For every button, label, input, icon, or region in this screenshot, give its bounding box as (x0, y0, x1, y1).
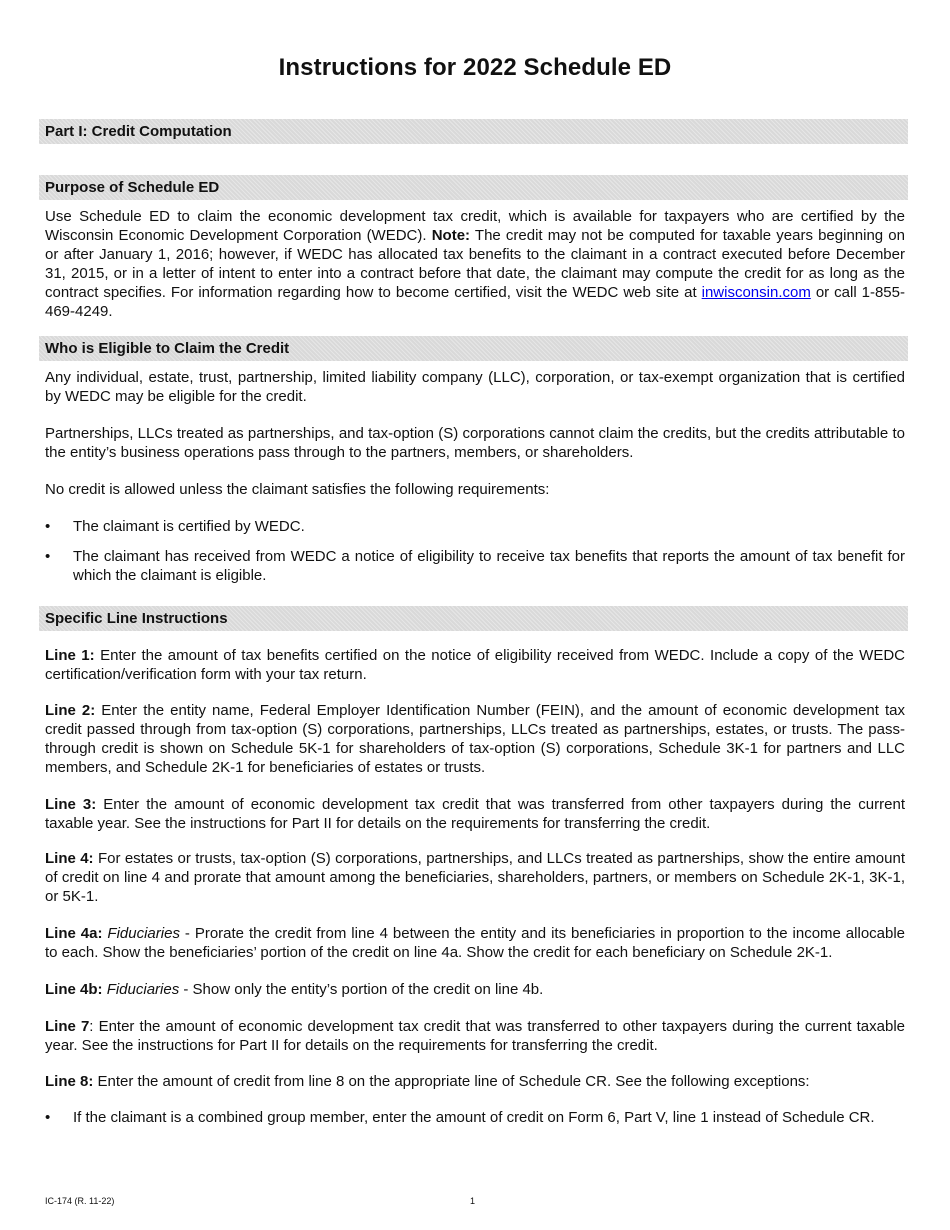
purpose-text-2: The credit may not be computed for taxable years beginning on or after January 1, 2016; however, if WEDC has allocated tax benefits to the claimant in a contract executed before December 31, 2015, or in a letter of intent to enter into a contract before that date, the claimant may compute the credit for as long as the contract specifies. For information regarding how to become certified, visit the WEDC web site at (45, 227, 905, 301)
section-header-purpose: Purpose of Schedule ED (39, 175, 908, 200)
line-label: Line 1: (45, 647, 95, 664)
requirement-text: The claimant has received from WEDC a notice of eligibility to receive tax benefits that reports the amount of tax benefit for which the claimant is eligible. (73, 548, 905, 584)
note-label: Note: (431, 227, 471, 244)
purpose-text-1: Use Schedule ED to claim the economic development tax credit, which is available for taxpayers who are certified by the Wisconsin Economic Development Corporation (WEDC). (45, 208, 905, 244)
requirement-list-item (45, 547, 905, 585)
page-number: 1 (470, 1196, 476, 1206)
fiduciaries-term: Fiduciaries (107, 925, 180, 942)
line-label: Line 4a: (45, 925, 103, 942)
line-2-instruction (45, 701, 905, 777)
section-header-eligible: Who is Eligible to Claim the Credit (39, 336, 908, 361)
line-text: : Enter the amount of economic development tax credit that was transferred to other taxpayers during the current taxable year. See the instructions for Part II for details on the requirements for transferring the credit. (45, 1018, 905, 1054)
line-7-instruction (45, 1017, 905, 1055)
line-label: Line 4b: (45, 981, 103, 998)
line-text: - Show only the entity’s portion of the credit on line 4b. (179, 981, 544, 998)
purpose-paragraph (45, 207, 905, 321)
line-label: Line 8: (45, 1073, 94, 1090)
section-header-specific: Specific Line Instructions (39, 606, 908, 631)
line-label: Line 3: (45, 796, 97, 813)
eligible-paragraph-2: Partnerships, LLCs treated as partnerships, and tax-option (S) corporations cannot claim the credits, but the credits attributable to the entity’s business operations pass through to the partners, members, or shareholders. (45, 425, 905, 461)
requirement-list-item (45, 517, 905, 536)
exception-text: If the claimant is a combined group member, enter the amount of credit on Form 6, Part V, line 1 instead of Schedule CR. (73, 1109, 875, 1126)
exception-list-item (45, 1108, 905, 1127)
line-8-instruction (45, 1072, 905, 1091)
line-3-instruction (45, 795, 905, 833)
line-label: Line 4: (45, 850, 94, 867)
line-1-instruction (45, 646, 905, 684)
eligible-paragraph-3: No credit is allowed unless the claimant satisfies the following requirements: (45, 481, 550, 498)
line-4a-instruction (45, 924, 905, 962)
fiduciaries-term: Fiduciaries (106, 981, 180, 998)
line-label: Line 7 (45, 1018, 90, 1035)
line-text: Enter the amount of economic development tax credit that was transferred from other taxpayers during the current taxable year. See the instructions for Part II for details on the requirements for transferring the credit. (45, 796, 905, 832)
bullet-marker: • (45, 518, 51, 535)
line-label: Line 2: (45, 702, 96, 719)
line-text: Enter the amount of tax benefits certified on the notice of eligibility received from WEDC. Include a copy of the WEDC certification/verification form with your tax return. (45, 647, 906, 683)
line-text: Enter the amount of credit from line 8 on the appropriate line of Schedule CR. See the following exceptions: (93, 1073, 810, 1090)
bullet-marker: • (45, 548, 51, 565)
wedc-website-link[interactable]: inwisconsin.com (701, 284, 811, 301)
line-text: - Prorate the credit from line 4 between the entity and its beneficiaries in proportion to the income allocable to each. Show the beneficiaries’ portion of the credit on line 4a. Show the credit for each beneficiary on Schedule 2K-1. (45, 925, 906, 961)
form-id: IC-174 (R. 11-22) (45, 1196, 115, 1206)
eligible-paragraph-1: Any individual, estate, trust, partnership, limited liability company (LLC), corporation, or tax-exempt organization that is certified by WEDC may be eligible for the credit. (45, 369, 905, 405)
purpose-text-3: or call 1-855-469-4249. (45, 284, 905, 320)
bullet-marker: • (45, 1109, 51, 1126)
line-text: Enter the entity name, Federal Employer Identification Number (FEIN), and the amount of economic development tax credit passed through from tax-option (S) corporations, partnerships, LLCs treated as partnerships, estates, or trusts. The pass-through credit is shown on Schedule 5K-1 for shareholders of tax-option (S) corporations, Schedule 3K-1 for partners and LLC members, and Schedule 2K-1 for beneficiaries of estates or trusts. (45, 702, 905, 776)
line-text: For estates or trusts, tax-option (S) corporations, partnerships, and LLCs treated as partnerships, show the entire amount of credit on line 4 and prorate that amount among the beneficiaries, shareholders, partners, or members on Schedule 2K-1, 3K-1, or 5K-1. (45, 850, 906, 905)
section-header-part1: Part I: Credit Computation (39, 119, 908, 144)
line-4b-instruction (45, 980, 905, 999)
line-4-instruction (45, 849, 905, 906)
requirement-text: The claimant is certified by WEDC. (73, 518, 305, 535)
page-title: Instructions for 2022 Schedule ED (278, 54, 672, 81)
